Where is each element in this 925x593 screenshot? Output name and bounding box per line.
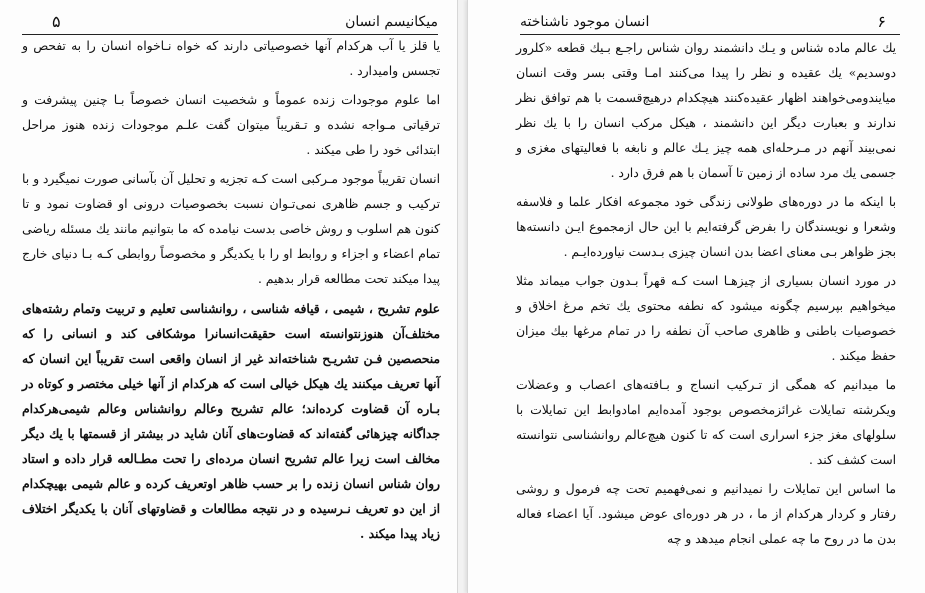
left-paragraph-4: علوم تشریح ، شیمی ، قیافه شناسی ، روانشناسی تعلیم و تربیت وتمام رشته‌های مختلف‌آن هنوزنتوانسته است حقیقت‌انسانرا موشکافی کند و انسانی را که منحصصین فـن تشریـح شناخته‌اند غیر از انسان واقعی است تقریباً این انسان که آنها تعریف میکنند یك هیکل خیالی است که هرکدام از آنها خیلی مختصر و کوتاه در بـاره آن قضاوت کرده‌اند؛ عالم تشریح وعالم روانشناس وعالم شیمی‌هرکدام جداگانه چیزهائی گفته‌اند که قضاوت‌های آنان شاید در بیشتر از قسمتها با یك دیگر مخالف است زیرا عالم تشریح انسان مرده‌ای را تحت مطـالعه قرار داده و استاد روان شناس انسان زنده را بر حسب ظاهر اوتعریف کرده و عالم شیمی بهیچکدام از این دو تعریف نـرسیده و در نتیجه مطالعات و قضاوتهای آنان با یکدیگر اختلاف زیاد پیدا میکند . — [22, 301, 440, 541]
right-header-title: انسان موجود ناشناخته — [520, 14, 650, 30]
left-paragraph-3: انسان تقریباً موجود مـرکبی است کـه تجزیه و تحلیل آن بآسانی صورت نمیگیرد و با ترکیب و جسم ظاهری نمی‌تـوان نسبت بخصوصیات درونی او قضاوت نمود و تا کنون هم اسلوب و روش خاصی بدست نیامده که ما بتوانیم مانند یك مسئله ریاضی تمام اعضاء و اجزاء و روابط او را با یکدیگر و مخصوصاً روابطی کـه بـا دنیای خارج پیدا میکند تحت مطالعه قرار بدهیم . — [22, 172, 440, 286]
right-page-body — [516, 36, 896, 552]
right-paragraph-3: در مورد انسان بسیاری از چیزهـا است کـه قهراً بـدون جواب میماند مثلا میخواهیم بپرسیم چگونه میشود که نطفه محتوی یك تخم مرغ اخلاق و خصوصیات باطنی و ظاهری صاحب آن نطفه را در تمام مرغها بیك میزان حفظ میکند . — [516, 274, 896, 363]
left-page — [0, 0, 458, 593]
left-header-title: میکانیسم انسان — [345, 14, 438, 30]
right-header-rule — [520, 34, 900, 35]
left-paragraph-1: یا قلز یا آب هرکدام آنها خصوصیاتی دارند که خواه نـاخواه انسان را به تفحص و تجسس وامیدارد . — [22, 39, 440, 78]
left-paragraph-2: اما علوم موجودات زنده عموماً و شخصیت انسان خصوصاً بـا چنین پیشرفت و ترقیاتی مـواجه نشده و تـقریباً میتوان گفت علـم موجودات زنده هنوز مراحل ابتدائی خود را طی میکند . — [22, 93, 440, 157]
right-page-header — [520, 14, 900, 38]
book-gutter — [458, 0, 467, 593]
right-paragraph-1: یك عالم ماده شناس و یـك دانشمند روان شناس راجـع بـیك قطعه «کلرور دوسدیم» یك عقیده و نظر را پیدا می‌کنند امـا وقتی بسر وقت انسان میایندومی‌خواهند اظهار عقیده‌کنند هیچکدام درهیچ‌قسمت با هم توافق نظر ندارند و بعبارت دیگر این دانشمند ، هیکل مرکب انسان را با یك نظر نمی‌بیند آنهم در مـرحله‌ای همه چیز یـك عالم و نابغه با فعالیتهای مغزی و جسمی یك مرد ساده از زمین تا آسمان با هم فرق دارد . — [516, 41, 896, 180]
left-page-body — [22, 34, 440, 546]
right-page — [467, 0, 925, 593]
left-page-number: ۵ — [52, 12, 61, 31]
right-paragraph-4: ما میدانیم که همگی از تـرکیب انساج و بـافته‌های اعصاب و وعضلات ویکرشته تمایلات غرائزمخصوص بوجود آمده‌ایم امادوابط این تمایلات با سلولهای مغز جزء اسراری است که تا کنون هیچ‌عالم روانشناسی نتوانسته است کشف کند . — [516, 378, 896, 467]
right-paragraph-5: ما اساس این تمایلات را نمیدانیم و نمی‌فهمیم تحت چه فرمول و روشی رفتار و کردار هرکدام از ما ، در هر دوره‌ای عوض میشود. آیا اعضاء فعاله بدن ما در روح ما چه عملی انجام میدهد و چه — [516, 482, 896, 546]
right-paragraph-2: با اینکه ما در دوره‌های طولانی زندگی خود مجموعه افکار علما و فلاسفه وشعرا و نویسندگان را بفرض گرفته‌ایم با این حال ازمجموع ایـن دانسته‌ها بجز ظواهر بـی معنای اعضا بدن انسان چیزی بـدست نیاورده‌ایـم . — [516, 195, 896, 259]
right-page-number: ۶ — [877, 12, 886, 31]
